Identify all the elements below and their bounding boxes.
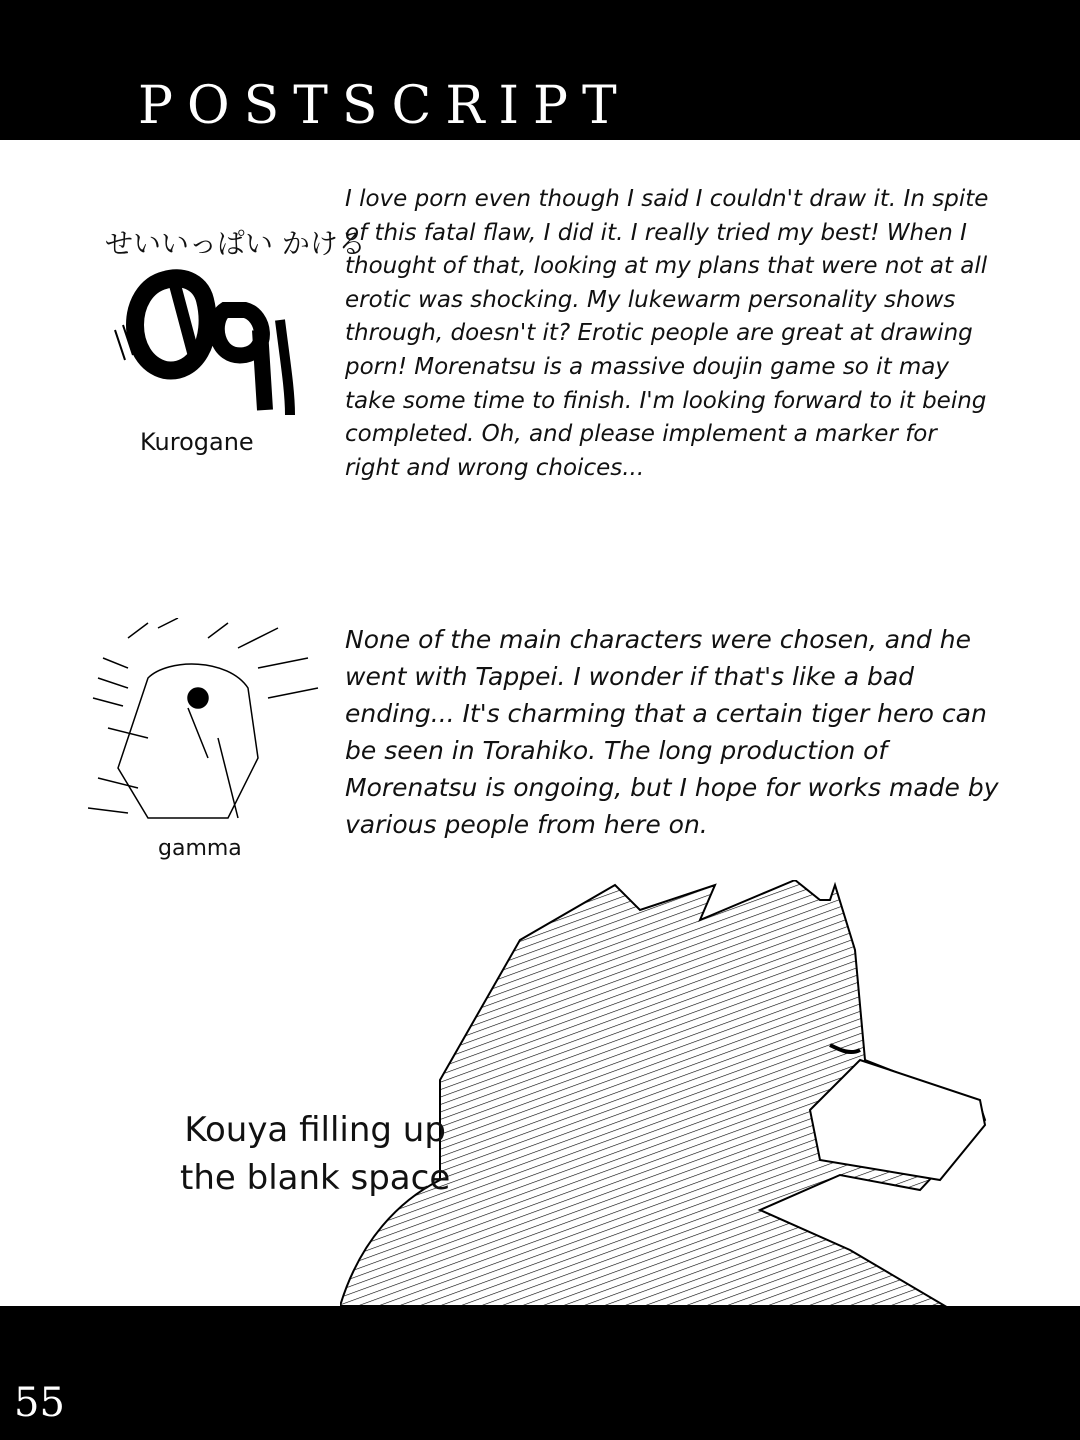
gamma-sketch-illustration bbox=[88, 618, 320, 828]
author-gamma: gamma bbox=[158, 836, 242, 861]
page-number: 55 bbox=[14, 1380, 65, 1426]
caption-line-2: the blank space bbox=[180, 1158, 451, 1198]
kurogane-comment: I love porn even though I said I couldn't draw it. In spite of this fatal flaw, I did it. I really tried my best! When I thought of that, looking at my plans that were not at all erotic was shocking. My lukewarm personality shows through, doesn't it? Erotic people are great at drawing porn! Morenatsu is a massive doujin game so it may take some time to finish. I'm looking forward to it being completed. Oh, and please implement a marker for right and wrong choices... bbox=[345, 186, 989, 481]
kurogane-sketch-illustration bbox=[105, 260, 315, 420]
illustration-caption bbox=[180, 1106, 450, 1202]
kouya-illustration bbox=[340, 880, 1000, 1306]
footer-bar bbox=[0, 1306, 1080, 1440]
kurogane-sketch-text: せいいっぱい かける bbox=[105, 227, 366, 260]
caption-line-1: Kouya filling up bbox=[184, 1110, 446, 1150]
page-title: POSTSCRIPT bbox=[138, 76, 631, 136]
gamma-comment: None of the main characters were chosen, and he went with Tappei. I wonder if that's like a bad ending... It's charming that a certain tiger hero can be seen in Torahiko. The long production of Morenatsu is ongoing, but I hope for works made by various people from here on. bbox=[345, 625, 999, 839]
author-kurogane: Kurogane bbox=[140, 428, 254, 456]
